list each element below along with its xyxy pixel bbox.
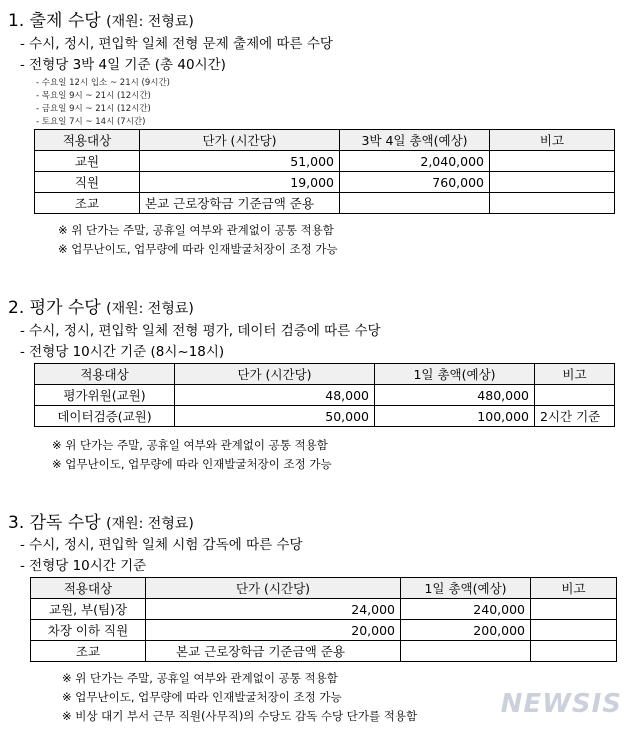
cell-remark <box>531 599 617 620</box>
section-1-bullet-1: - 수시, 정시, 편입학 일체 전형 문제 출제에 따른 수당 <box>20 36 333 52</box>
cell-rate: 48,000 <box>175 385 375 406</box>
section-title-text: 1. 출제 수당 <box>8 11 101 31</box>
cell-target: 직원 <box>35 172 140 193</box>
note: ※ 업무난이도, 업무량에 따라 인재발굴처장이 조정 가능 <box>58 242 338 256</box>
table-row <box>35 385 615 406</box>
cell-target: 조교 <box>35 193 140 214</box>
header-cell: 3박 4일 총액(예상) <box>340 130 490 151</box>
table-2 <box>34 363 615 427</box>
cell-rate: 본교 근로장학금 기준금액 준용 <box>140 193 340 214</box>
section-2-title <box>8 293 194 318</box>
section-2-bullet-2: - 전형당 10시간 기준 (8시~18시) <box>20 344 225 360</box>
cell-total: 480,000 <box>375 385 535 406</box>
note: ※ 위 단가는 주말, 공휴일 여부와 관계없이 공통 적용함 <box>58 223 334 237</box>
schedule-line: - 토요일 7시 ~ 14시 (7시간) <box>36 117 146 127</box>
table-row <box>35 151 615 172</box>
table-header-row <box>35 130 615 151</box>
section-2-bullet-1: - 수시, 정시, 편입학 일체 전형 평가, 데이터 검증에 따른 수당 <box>20 323 381 339</box>
newsis-watermark: NEWSIS <box>500 689 622 719</box>
section-title-text: 2. 평가 수당 <box>8 298 101 318</box>
cell-total: 200,000 <box>401 620 531 641</box>
header-cell: 비고 <box>490 130 615 151</box>
table-row <box>31 599 617 620</box>
header-cell: 단가 (시간당) <box>175 364 375 385</box>
section-3-title <box>8 508 194 533</box>
header-cell: 적용대상 <box>31 578 146 599</box>
table-header-row <box>31 578 617 599</box>
note: ※ 위 단가는 주말, 공휴일 여부와 관계없이 공통 적용함 <box>52 438 328 452</box>
cell-total: 100,000 <box>375 406 535 427</box>
cell-rate: 19,000 <box>140 172 340 193</box>
cell-total: 760,000 <box>340 172 490 193</box>
cell-total <box>340 193 490 214</box>
cell-remark <box>531 620 617 641</box>
cell-remark <box>490 172 615 193</box>
cell-rate: 50,000 <box>175 406 375 427</box>
note: ※ 업무난이도, 업무량에 따라 인재발굴처장이 조정 가능 <box>62 690 342 704</box>
cell-target: 데이터검증(교원) <box>35 406 175 427</box>
cell-remark <box>531 641 617 662</box>
cell-target: 교원, 부(팀)장 <box>31 599 146 620</box>
schedule-line: - 수요일 12시 입소 ~ 21시 (9시간) <box>36 78 170 88</box>
section-1-bullet-2: - 전형당 3박 4일 기준 (총 40시간) <box>20 57 226 73</box>
schedule-line: - 금요일 9시 ~ 21시 (12시간) <box>36 104 151 114</box>
section-3-bullet-1: - 수시, 정시, 편입학 일체 시험 감독에 따른 수당 <box>20 537 303 553</box>
schedule-line: - 목요일 9시 ~ 21시 (12시간) <box>36 91 151 101</box>
cell-remark: 2시간 기준 <box>535 406 615 427</box>
cell-target: 조교 <box>31 641 146 662</box>
cell-total <box>401 641 531 662</box>
table-row <box>35 172 615 193</box>
section-source: (재원: 전형료) <box>106 516 194 532</box>
cell-rate: 20,000 <box>146 620 401 641</box>
cell-rate: 24,000 <box>146 599 401 620</box>
section-source: (재원: 전형료) <box>106 301 194 317</box>
cell-total: 2,040,000 <box>340 151 490 172</box>
cell-total: 240,000 <box>401 599 531 620</box>
section-source: (재원: 전형료) <box>106 14 194 30</box>
table-row <box>31 620 617 641</box>
note: ※ 위 단가는 주말, 공휴일 여부와 관계없이 공통 적용함 <box>62 671 338 685</box>
table-1 <box>34 129 615 214</box>
header-cell: 비고 <box>531 578 617 599</box>
header-cell: 적용대상 <box>35 130 140 151</box>
header-cell: 적용대상 <box>35 364 175 385</box>
section-3-bullet-2: - 전형당 10시간 기준 <box>20 558 147 574</box>
cell-rate: 본교 근로장학금 기준금액 준용 <box>146 641 401 662</box>
note: ※ 업무난이도, 업무량에 따라 인재발굴처장이 조정 가능 <box>52 457 332 471</box>
table-3 <box>30 577 617 662</box>
cell-target: 교원 <box>35 151 140 172</box>
header-cell: 1일 총액(예상) <box>401 578 531 599</box>
header-cell: 1일 총액(예상) <box>375 364 535 385</box>
section-title-text: 3. 감독 수당 <box>8 513 101 533</box>
header-cell: 단가 (시간당) <box>140 130 340 151</box>
table-row <box>31 641 617 662</box>
table-row <box>35 193 615 214</box>
cell-target: 평가위원(교원) <box>35 385 175 406</box>
cell-remark <box>490 193 615 214</box>
header-cell: 단가 (시간당) <box>146 578 401 599</box>
cell-rate: 51,000 <box>140 151 340 172</box>
cell-target: 차장 이하 직원 <box>31 620 146 641</box>
note: ※ 비상 대기 부서 근무 직원(사무직)의 수당도 감독 수당 단가를 적용함 <box>62 709 418 723</box>
table-header-row <box>35 364 615 385</box>
header-cell: 비고 <box>535 364 615 385</box>
cell-remark <box>490 151 615 172</box>
table-row <box>35 406 615 427</box>
section-1-title <box>8 6 194 31</box>
cell-remark <box>535 385 615 406</box>
